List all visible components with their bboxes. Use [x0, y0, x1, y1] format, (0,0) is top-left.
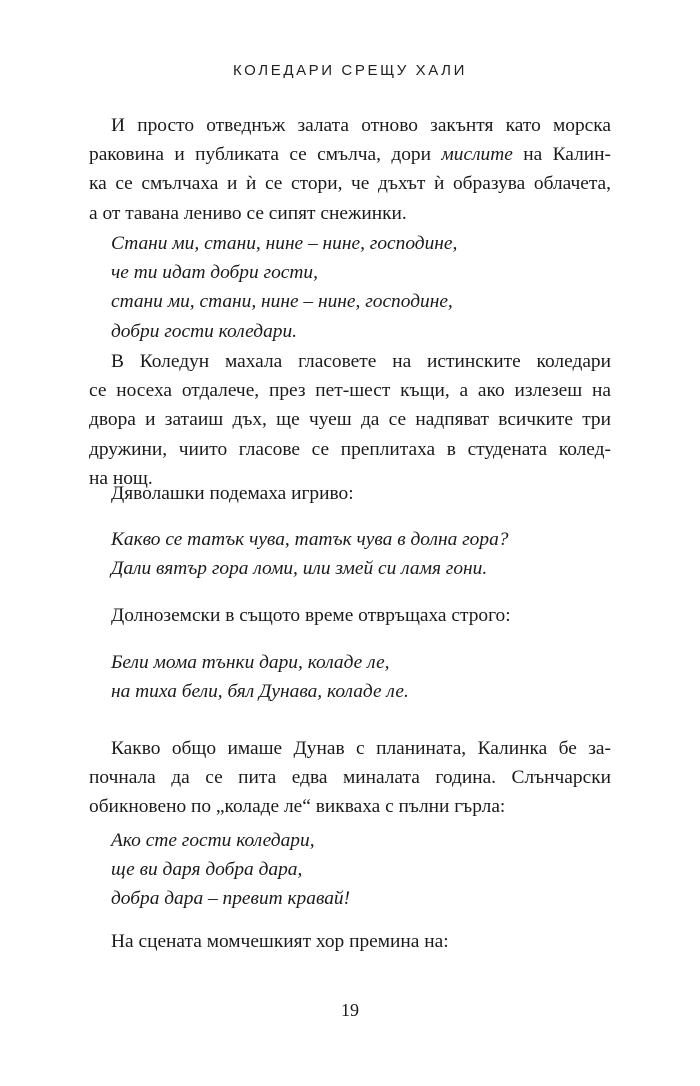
paragraph-line: а от тавана лениво се сипят снежинки.: [89, 202, 407, 224]
page-number: 19: [341, 1000, 359, 1020]
paragraph-line: почнала да се пита едва миналата година. Слънчарски: [89, 767, 611, 789]
paragraph-5: [89, 734, 611, 822]
paragraph-line: В Коледун махала гласовете на истинските коледари: [111, 351, 611, 372]
emphasis-word: мислите: [441, 144, 513, 166]
verse-line: на тиха бели, бял Дунава, коладе ле.: [111, 681, 409, 703]
paragraph-1: [89, 111, 611, 228]
verse-line: добра дара – превит кравай!: [111, 888, 351, 910]
verse-line: Ако сте гости коледари,: [111, 830, 315, 851]
verse-1: [111, 229, 611, 346]
verse-line: Какво се татък чува, татък чува в долна гора?: [111, 529, 509, 550]
paragraph-line: [89, 140, 611, 169]
verse-line: че ти идат добри гости,: [111, 262, 318, 284]
running-head: КОЛЕДАРИ СРЕЩУ ХАЛИ: [233, 62, 467, 79]
verse-3: [111, 648, 611, 706]
verse-line: Стани ми, стани, нине – нине, господине,: [111, 233, 458, 254]
paragraph-line: двора и затаиш дъх, ще чуеш да се надпяват всичките три: [89, 409, 611, 431]
verse-2: [111, 525, 611, 583]
paragraph-line: Дяволашки подемаха игриво:: [111, 483, 354, 504]
verse-line: стани ми, стани, нине – нине, господине,: [111, 291, 453, 313]
verse-line: ще ви даря добра дара,: [111, 859, 303, 881]
paragraph-line: И просто отведнъж залата отново закънтя като морска: [111, 115, 611, 136]
paragraph-line: дружини, чиито гласове се преплитаха в студената колед-: [89, 438, 611, 460]
paragraph-line: ка се смълчаха и ѝ се стори, че дъхът ѝ образува облачета,: [89, 173, 611, 195]
paragraph-line: обикновено по „коладе ле“ викваха с пълни гърла:: [89, 796, 506, 818]
paragraph-3: [89, 479, 611, 508]
verse-line: Дали вятър гора ломи, или змей си ламя гони.: [111, 558, 488, 580]
paragraph-line: На сцената момчешкият хор премина на:: [111, 931, 449, 952]
text-run: на Калин-: [523, 144, 611, 166]
paragraph-4: [89, 601, 611, 630]
paragraph-2: [89, 347, 611, 493]
verse-line: добри гости коледари.: [111, 320, 297, 342]
verse-4: [111, 826, 611, 914]
paragraph-line: се носеха отдалече, през пет-шест къщи, а ако излезеш на: [89, 380, 611, 402]
verse-line: Бели мома тънки дари, коладе ле,: [111, 652, 390, 673]
paragraph-line: на нощ.: [89, 467, 153, 489]
text-run: раковина и публиката се смълча, дори: [89, 144, 431, 166]
paragraph-6: [89, 927, 611, 956]
paragraph-line: Какво общо имаше Дунав с планината, Калинка бе за-: [111, 738, 611, 759]
paragraph-line: Долноземски в същото време отвръщаха строго:: [111, 605, 511, 626]
